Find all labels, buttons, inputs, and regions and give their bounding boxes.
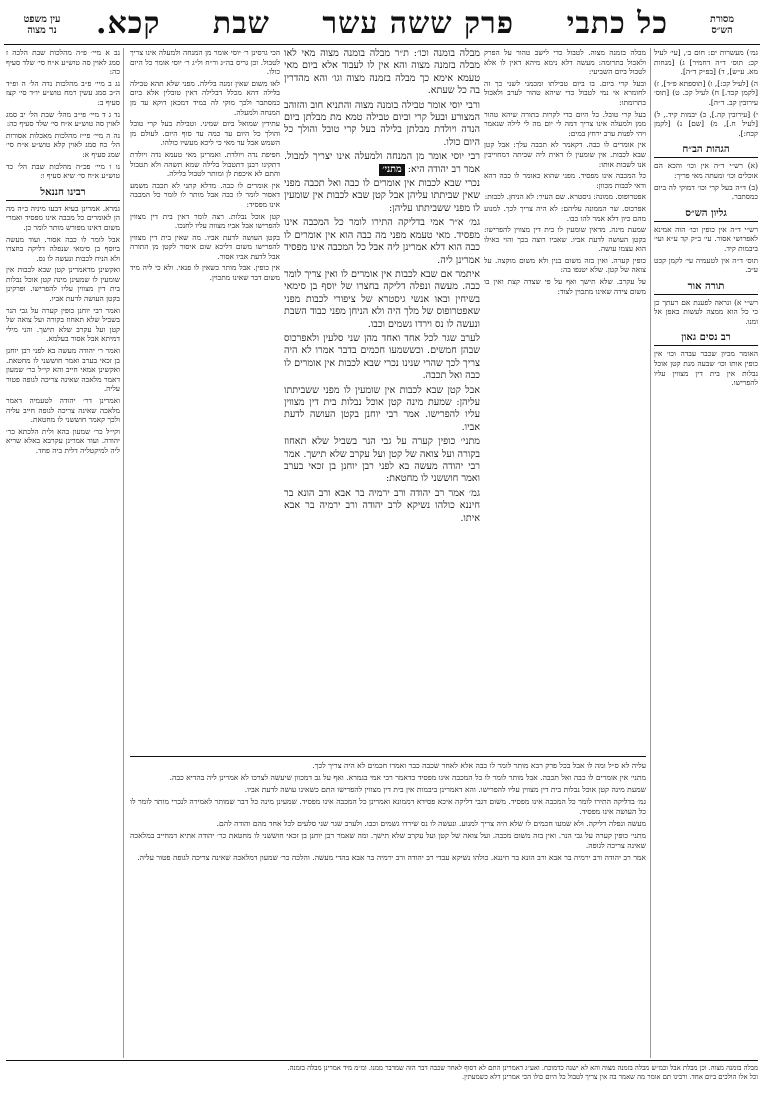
rashi-paragraph: מבלה בזמנה מצוה. לטבול כדי לישב טהור על הפרק ולאכול בתרומה: מעשה דלא נימא מיהא דאין לו אלא לטבול ביום השביעי: [484,48,646,77]
tosafot-paragraph: אין אומרים לו כבה. מדלא קתני לא תכבה משמע דאסור לומר לו כבה אבל מותר לו לומר כל המכבה אינו מפסיד: [130,180,280,209]
rashi-paragraph: בעל קרי טובל. כל היום כדי לקרות בתורה שיהא טהור ממן ולמעלה אינו צריך דמה לי יום מה לי לילה שנאמר ויהי לפנות ערב ירחץ במים: [484,109,646,138]
gemara-paragraph: גמ׳ אמר רב יהודה ורב ירמיה בר אבא ורב הונא בר חיננא כולהו נשיקא לרב יהודה ורב ירמיה בר אבא איתו. [284,487,480,524]
tosafot-paragraph: עתידין שמואל ביום שמיני. וטבילת בעל קרי טובל והולך כל היום עד כמה עד סוף היום. לעולם מן השמש אבל עד מאי כי ליכא מעשיו כולהו. [130,119,280,148]
gemara-text: רבי יוסי אומר מן המנחה ולמעלה אינו יצריך למבול. אמר רב יהודה היא: [284,151,480,175]
rabbeinu-chananel-title: רבינו חננאל [6,185,120,201]
masoret-paragraph: ה) [לעיל קכ:], ו) [תוספתא פ״ד], ז) [לקמן קכד.] ח) לעיל קכ. ט) [תוס׳ עירובין קב. ד״ה]. [654,78,758,107]
ein-mishpat-paragraph: נג ב מיי׳ פ״ב מהלכות נדה הל׳ ה ופ״ד ה״ב סמג עשין רמח טוש״ע יו״ד סי׳ קצז סעיף ב: [6,78,120,107]
running-title [96,6,668,42]
hagahot-paragraph: (א) רש״י ד״ה אין וכו׳ והכא הם אוכלים וכו׳ ומעתה מאי פריך: [654,161,758,180]
rashi-paragraph: אפרכוס. שר הממונה עליהם: לא היה צריך לכך. למנוע מהם כיון דלא אמר להו כבו. [484,203,646,223]
ein-mishpat-paragraph: נו ו מיי׳ פכ״ה מהלכות שבת הל׳ כד טוש״ע א״ח סי׳ שיא סעיף ו: [6,161,120,181]
masoret-hashas-label: מסורת הש״ס [710,14,734,36]
masoret-paragraph: י) [עירובין קה.], כ) יבמות קיד., ל) [לעיל ח.], מ) [שם] נ) [לקמן קכח:]. [654,109,758,138]
ein-mishpat-column [6,48,124,1058]
gemara-paragraph: נכרי שבא לכבות אין אומרים לו כבה ואל תכבה מפני שאין שביתתו עליהן אבל קטן שבא לכבות אין שומעין לו מפני ששביתתו עליהן: [284,178,480,214]
tosafot-paragraph: חפיפת נדה ויולדת. ואמרינן מאי טעמא נדה ויולדת דתקינו רבנן דתטבול בלילה שמא תשהה ולא תטבול והתם לא איכפת לן ומותר לטבול בלילה. [130,149,280,179]
rashi-paragraph: כופין קערה. ואין בזה משום בנין ולא משום מוקצה. על צואה של קטן. שלא יטנפו בה: [484,255,646,275]
gemara-column [284,48,480,748]
tosafot-column [130,48,280,753]
rashi-paragraph: כל המכבה אינו מפסיד. מפני שהוא כאומר לו כבה דהא ודאי לכבות מכוון: [484,171,646,190]
rabbeinu-chananel-paragraph: אבל לומר לו כבה אסור. ועוד מעשה ביוסף בן סימאי שנפלה דליקה בחצרו ולא הניח לכבות ונעשה לו נס. [6,234,120,263]
bottom-paragraph: מתני׳ כופין קערה על גבי הנר. ואין בזה משום מכבה. ועל צואה של קטן ועל עקרב שלא תישך. ומה שאמר רבן יוחנן בן זכאי חוששני לו מחטאת כר׳ יהודה אתיא דמחייב במלאכה שאינה צריכה לגופה. [130,831,646,850]
footer-paragraph: מבלה בזמנה מצוה. וכן מבלת אבל וכמ״ש מבלה בזמנה מצוה והא לא ישנה כדמוכח. ואע״ג דאמרינן התם לא דסוף לאחר שכבה דבר הזה שמדבר ממנו. ומ״מ מיד אמרינן מבלה בזמנה. [287,1064,758,1072]
hagahot-paragraph: (ב) ד״ה בעל קרי וכו׳ דמוקי לה ביום כמסתבר. [654,182,758,202]
tosafot-paragraph: בקטן העושה לדעת אביו. מה שאין בית דין מצווין להפרישו משום דליכא שום איסור לקטן מן התורה אבל לדעת אביו אסור. [130,232,280,261]
rabbeinu-chananel-paragraph: ואמר ר׳ יהודה מעשה בא לפני רבן יוחנן בן זכאי בערב ואמר חוששני לו מחטאת. ואקשינן אמאי חייב והא קי״ל כר׳ שמעון דאמר מלאכה שאינה צריכה לגופה פטור עליה. [6,346,120,394]
tosafot-paragraph: אין כופין. אבל מותר כשאין לו פנאי. ולא כי ליה מיד משום דבר שאינו מתכוין. [130,263,280,283]
folio-number: קכא. [96,6,161,41]
torah-or-title: תורה אור [654,279,758,295]
masoret-hashas-column [650,48,758,1058]
gilyon-paragraph: רש״י ד״ה אין כופין וכו׳ הוה אמינא לאפרושי אסור. עי׳ ב״ק קד ע״א ועי׳ ביבמות קיד. [654,224,758,253]
rabbeinu-chananel-paragraph: גמרא. אמרינן בעיא דבעו מיניה ב״ה מה הן לאומרים כל מכבה אינו מפסיד ואמרי משום דאינו מפורש מותר לומר כן. [6,203,120,232]
bottom-paragraph: מתני׳ אין אומרים לו כבה ואל תכבה. אבל מותר לומר לו כל המכבה אינו מפסיד כדאמר רבי אמי בגמרא. ואף על גב דמכוון שיעשה לצרכו לא אמרינן ליה בהדיא כבה. [169,773,646,782]
gemara-paragraph: איתמר אם שבא לכבות אין אומרים לו ואין צריך לומר כבה. מעשה ונפלה דליקה בחצרו של יוסף בן סימאי בשיחין ובאו אנשי גיסטרא של ציפורי לכבות מפני שאפטרופוס של מלך היה ולא הניחן מפני כבוד השבת ונעשה לו נס וירדו גשמים וכבו. [284,268,480,330]
bottom-paragraph: אמר רב יהודה ורב ירמיה בר אבא ורב הונא בר חיננא. כולהו נשיקא עבדי רב יהודה ורב ירמיה בר אבא בהדי מעשה. והלכה כר׳ שמעון דמלאכה שאינה צריכה לגופה פטור עליה. [137,853,646,862]
ein-mishpat-paragraph: נב א מיי׳ פ״ה מהלכות שבת הלכה ז סמג לאוין סה טוש״ע א״ח סי׳ שלד סעיף כה: [6,48,120,77]
rashi-paragraph: על עקרב. שלא תישך ואף על פי שצדה קצת ואין בו משום צידה שאינו מתכוין לצוד: [484,277,646,296]
page-header [0,4,764,44]
gilyon-hashas-title: גליון הש״ס [654,206,758,222]
rashi-column [484,48,646,753]
hagahot-habach-title: הגהות הב״ח [654,142,758,158]
rav-nissim-gaon-title: רב נסים גאון [654,330,758,346]
mishna-marker: מתני׳ [379,164,404,176]
page-footer-notes [6,1060,758,1104]
commentary-bottom-block [130,756,646,1038]
bottom-paragraph: עליה לא ס״ל ומה לו אבל בכל פרק רבא מותר לומר לו כבה אלא לאחר שכבה כבר ואמרו חכמים לא היה צריך לכך. [312,761,646,770]
gemara-paragraph: לערב שגר לכל אחד ואחד מהן שני סלעין ולאפרכוס שבהן חמשים. וכששמעו חכמים בדבר אמרו לא היה צריך לכך שהרי שנינו נכרי שבא לכבות אין אומרים לו כבה ואל תכבה. [284,332,480,382]
gilyon-paragraph: תוס׳ ד״ה אין לטעמיה עי׳ לקמן קכט ע״ב. [654,255,758,275]
gemara-paragraph: גמ׳ א״ר אמי בדליקה התירו לומר כל המכבה אינו מפסיד. מאי טעמא מפני מה כבה הוא אין אומרים לו כבה הוא דלא אמרינן ליה אבל כל המכבה אינו מפסיד אמרינן ליה. [284,217,480,266]
ein-mishpat-paragraph: נה ה מיי׳ פי״ז מהלכות מאכלות אסורות הל׳ כח סמג לאוין קלא טוש״ע א״ח סי׳ שמג סעיף א: [6,130,120,159]
gemara-paragraph [284,151,480,176]
tosafot-paragraph: הכי גרסינן ר׳ יוסי אומר מן המנחה ולמעלה אינו צריך לטבול. וכן גריס בה״ג ור״ח ול״ג ר׳ יוסי אומר כל היום כולו. [130,48,280,77]
ein-mishpat-label: עין משפט נר מצוה [23,14,61,36]
rabbeinu-chananel-paragraph: ואקשינן מדאמרינן קטן שבא לכבות אין שומעין לו שמעינן מינה קטן אוכל נבלות בית דין מצווין עליו להפרישו. ופרקינן בקטן העושה לדעת אביו. [6,265,120,304]
tractate-name: שבת [212,6,270,41]
ein-mishpat-paragraph: נד ג ד מיי׳ פי״ב מהל׳ שבת הל׳ יב סמג לאוין סה טוש״ע א״ח סי׳ שלד סעיף כה: [6,109,120,129]
bottom-paragraph: גמ׳ בדליקה התירו לומר כל המכבה אינו מפסיד. משום דגבי דליקה איכא פסידא דממונא ואמרינן כל המכבה אינו מפסיד. שמעינן מינה כל דבר שמותר לאמירה לנכרי מותר לומר לו כל העושה אינו מפסיד. [130,797,646,816]
chapter-name: כל כתבי [566,6,668,41]
rav-nissim-paragraph: האומר מכיון שכבר עבדה וכו׳ אין כופין אותו וכו׳ שבעה מנת קטן אוכל נבלות אין בית דין מצווין עליו להפרישו. [654,349,758,388]
rashi-paragraph: שמעת מינה. מדאין שומעין לו בית דין מצווין להפרישו: בקטן העושה לדעת אביו. שאביו רוצה בכך והוי כאילו הוא עצמו עושה. [484,225,646,254]
gemara-paragraph: מבלה בומנה וכו׳: ת״ר מבלה בומנה מצוה מאי לאו מבלה בזמנה מצוה והא אין לו לעבוד אלא ביום מאי טעמא אימא כך מבלה בזמנה מצוה וגו׳ והא מהדרין בה כל שעתא. [284,48,480,97]
masoret-paragraph: גמ׳) מעשרות ים: חום ב׳, [עי׳ לעיל קכ: תוס׳ ד״ה דחמיר] ג) [מנחות מא. ע״ש], ד) [בפ״ק ד״ה]. [654,48,758,77]
rabbeinu-chananel-paragraph: וקי״ל כר׳ שמעון בהא ולית הלכתא כר׳ יהודה. ועוד אמרינן עקרבא באלא שריא ליה למיקטליה דלית ביה פחד. [6,426,120,455]
gemara-paragraph: מתני׳ כופין קערה על גבי הנר בשביל שלא תאחוז בקורה ועל צואה של קטן ועל עקרב שלא תישך. אמר רבי יהודה מעשה בא לפני רבן יוחנן בן זכאי בערב ואמר חוששני לו מחטאת: [284,436,480,485]
footer-paragraph: וכל אלו הולכים ביום אחד. ורבינו תם אומר מה שאמר בה אין צריך לטבול כל היום כולו הכי אמרינן דלא כשמעתין. [461,1073,758,1081]
gemara-paragraph: ורבי יוסי אומר טבילה בומנה מצוה והתניא חוב והזוהב המצורע ובעל קרי וביום טבילה טמא מת מבלתן ביום הנדה ויולדת מבלתן בלילה בעל קרי טובל והולך כל היום כולו. [284,99,480,148]
chapter-number: פרק ששה עשר [322,6,515,41]
rashi-paragraph: ובעל קרי ביום. בו ביום טבילתו ומכמני לשני כך זה לחומרא אי נמי לטבול כדי שיהא טהור לערב ולאכול בתרומתו: [484,78,646,107]
tosafot-paragraph: קטן אוכל נבלות. רצה לומר דאין בית דין מצווין להפרישו אבל אביו מצווה עליו לחנכו. [130,211,280,231]
rabbeinu-chananel-paragraph: ואמרינן דר׳ יהודה לטעמיה דאמר מלאכה שאינה צריכה לגופה חייב עליה ולכך קאמר חוששני לו מחטאת. [6,396,120,425]
header-divider [4,44,760,45]
bottom-paragraph: שמעת מינה קטן אוכל נבלות בית דין מצווין עליו להפרישו. והא דאמרינן ביבמות אין בית דין מצווין להפרישו התם כשאינו עושה לדעת אביו. [244,785,646,794]
tosafot-paragraph: לאו משום שאין זמנה בלילה. מפני שלא תהא טבילה בלילה דהא מכלל דבלילה דאין טובלין אלא ביום כמסתבר ולכך מוקי לה במיד דמכאן דוקא עד מן המנחה ולמעלה. [130,78,280,117]
bottom-paragraph: מעשה ונפלה דליקה. ולא שמעו חכמים לו שלא היה צריך למנוע. ונעשה לו נס שירדו גשמים וכבו. ולערב שגר שני סלעים לכל אחד מהם והודה להם. [216,819,646,828]
rabbeinu-chananel-paragraph: ואמר רבי יוחנן כופין קערה על גבי הנר בשביל שלא תאחוז בקורה ועל צואה של קטן ועל עקרב שלא תישך. והני מילי דמיתא אבל אסור בעלמא. [6,305,120,344]
rashi-paragraph: אפטרופוס. ממונה: גיסטרא. שם העיר: לא הניחן. לכבות: [484,192,646,202]
rashi-paragraph: אין אומרים לו כבה. דקאמר לא תכבה עלך: אבל קטן שבא לכבות. אין שומעין לו דאית ליה שביתה דמחוייבין אנו לשבות אותו: [484,140,646,169]
torah-or-paragraph: רש״י א) ונראה לפענת אם רעתך כן כי כל הוא ממצה לעשות באפן אל ומנו. [654,297,758,326]
gemara-paragraph: אבל קטן שבא לכבות אין שומעין לו מפני ששביתתו עליהן: שמעת מינה קטן אוכל נבלות בית דין מצווין עליו להפרישו. אמר רבי יוחנן בקטן העושה לדעת אביו. [284,384,480,433]
